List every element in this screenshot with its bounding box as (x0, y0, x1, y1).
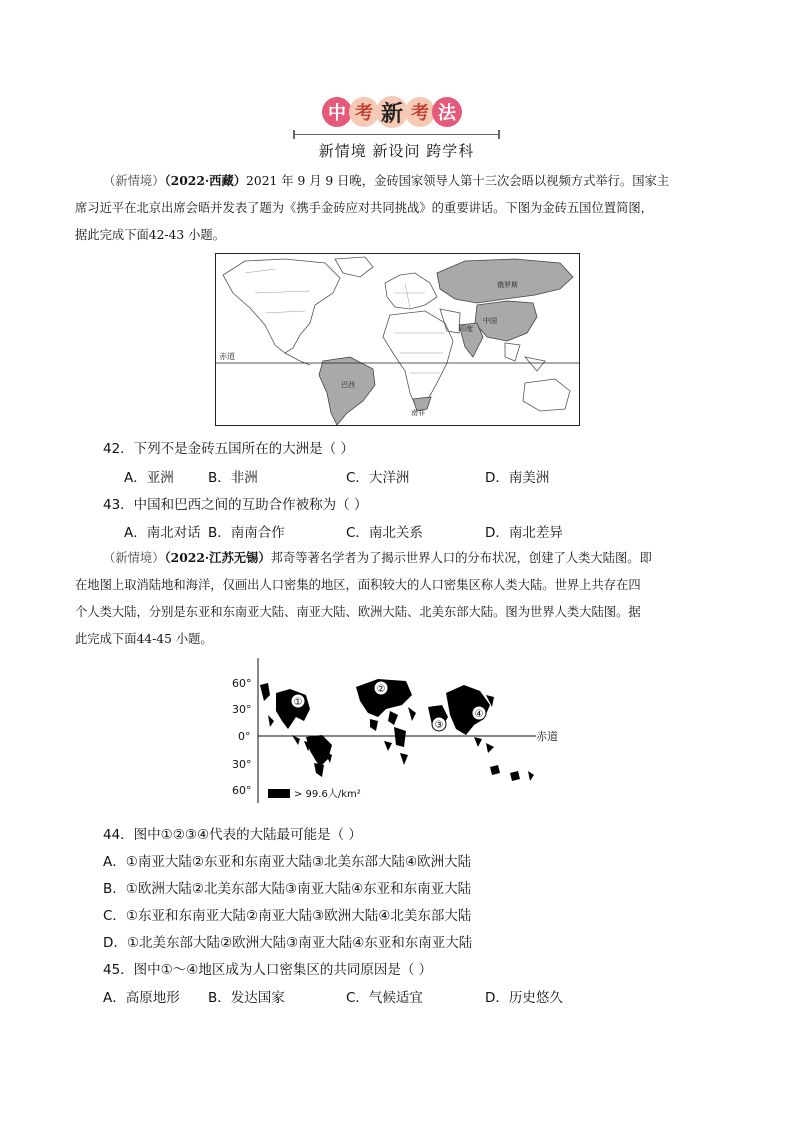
passage-line (103, 544, 728, 572)
badge-char: 法 (432, 97, 462, 127)
passage-source: （2022·江苏无锡） (164, 550, 271, 565)
option-b[interactable]: B．①欧洲大陆②北美东部大陆③南亚大陆④东亚和东南亚大陆 (103, 881, 472, 897)
passage-2 (75, 544, 728, 653)
passage-text: 2021 年 9 月 9 日晚，金砖国家领导人第十三次会晤以视频方式举行。国家主 (246, 174, 670, 188)
marker-1: ① (293, 697, 303, 708)
option-b[interactable]: B．发达国家 (208, 990, 285, 1006)
passage-line: 个人类大陆，分别是东亚和东南亚大陆、南亚大陆、欧洲大陆、北美东部大陆。图为世界人类大陆图。据 (75, 605, 641, 619)
divider-tick (293, 130, 295, 139)
human-continents-map (228, 655, 568, 810)
question-44: 44．图中①②③④代表的大陆最可能是（ ） (103, 827, 362, 843)
question-42: 42．下列不是金砖五国所在的大洲是（ ） (103, 441, 354, 457)
country-label: 俄罗斯 (497, 281, 518, 289)
question-45: 45．图中①～④地区成为人口密集区的共同原因是（ ） (103, 962, 433, 978)
header-badge (322, 96, 459, 128)
legend-text: > 99.6人/km² (294, 789, 361, 800)
option-c[interactable]: C．南北关系 (346, 525, 423, 541)
option-a[interactable]: A．高原地形 (103, 990, 180, 1006)
legend-swatch (268, 789, 290, 798)
marker-3: ③ (434, 720, 444, 731)
marker-2: ② (376, 684, 386, 695)
passage-line: 在地图上取消陆地和海洋，仅画出人口密集的地区，面积较大的人口密集区称人类大陆。世界上共存在四 (75, 578, 641, 592)
passage-line: 此完成下面44-45 小题。 (75, 632, 213, 646)
option-d[interactable]: D．南北差异 (485, 525, 563, 541)
option-a[interactable]: A．①南亚大陆②东亚和东南亚大陆③北美东部大陆④欧洲大陆 (103, 854, 472, 870)
equator-label: 赤道 (536, 730, 558, 743)
lat-label: 60° (232, 784, 252, 797)
passage-line: 据此完成下面42-43 小题。 (75, 228, 226, 242)
option-c[interactable]: C．①东亚和东南亚大陆②南亚大陆③欧洲大陆④北美东部大陆 (103, 908, 472, 924)
passage-source: （2022·西藏） (164, 173, 247, 188)
option-c[interactable]: C．气候适宜 (346, 990, 423, 1006)
option-c[interactable]: C．大洋洲 (346, 470, 410, 486)
country-label: 南非 (411, 409, 425, 417)
passage-1 (75, 167, 728, 249)
option-d[interactable]: D．历史悠久 (485, 990, 563, 1006)
divider-tick (498, 130, 500, 139)
badge-char: 中 (322, 97, 352, 127)
badge-char: 考 (405, 97, 435, 127)
marker-4: ④ (474, 709, 484, 720)
badge-char: 新 (376, 96, 408, 128)
option-d[interactable]: D．南美洲 (485, 470, 550, 486)
equator-label: 赤道 (219, 352, 235, 361)
question-43: 43．中国和巴西之间的互助合作被称为（ ） (103, 497, 368, 513)
brics-world-map (215, 253, 580, 426)
country-label: 印度 (459, 325, 473, 333)
passage-line: 席习近平在北京出席会晤并发表了题为《携手金砖应对共同挑战》的重要讲话。下图为金砖五国位置简图， (75, 201, 653, 215)
header-subtitle: 新情境 新设问 跨学科 (318, 142, 475, 160)
country-label: 中国 (483, 317, 497, 325)
badge-char: 考 (349, 97, 379, 127)
passage-tag: （新情境） (103, 551, 165, 565)
country-label: 巴西 (341, 381, 355, 389)
lat-label: 0° (238, 730, 251, 743)
passage-tag: （新情境） (103, 174, 165, 188)
option-d[interactable]: D．①北美东部大陆②欧洲大陆③南亚大陆④东亚和东南亚大陆 (103, 935, 473, 951)
lat-label: 60° (232, 677, 252, 690)
lat-label: 30° (232, 758, 252, 771)
option-a[interactable]: A．南北对话 (124, 525, 201, 541)
lat-label: 30° (232, 703, 252, 716)
passage-line (103, 167, 728, 195)
option-b[interactable]: B．非洲 (208, 470, 258, 486)
header-divider (294, 134, 500, 135)
option-b[interactable]: B．南南合作 (208, 525, 285, 541)
option-a[interactable]: A．亚洲 (124, 470, 174, 486)
passage-text: 邦奇等著名学者为了揭示世界人口的分布状况，创建了人类大陆图。即 (270, 551, 652, 565)
